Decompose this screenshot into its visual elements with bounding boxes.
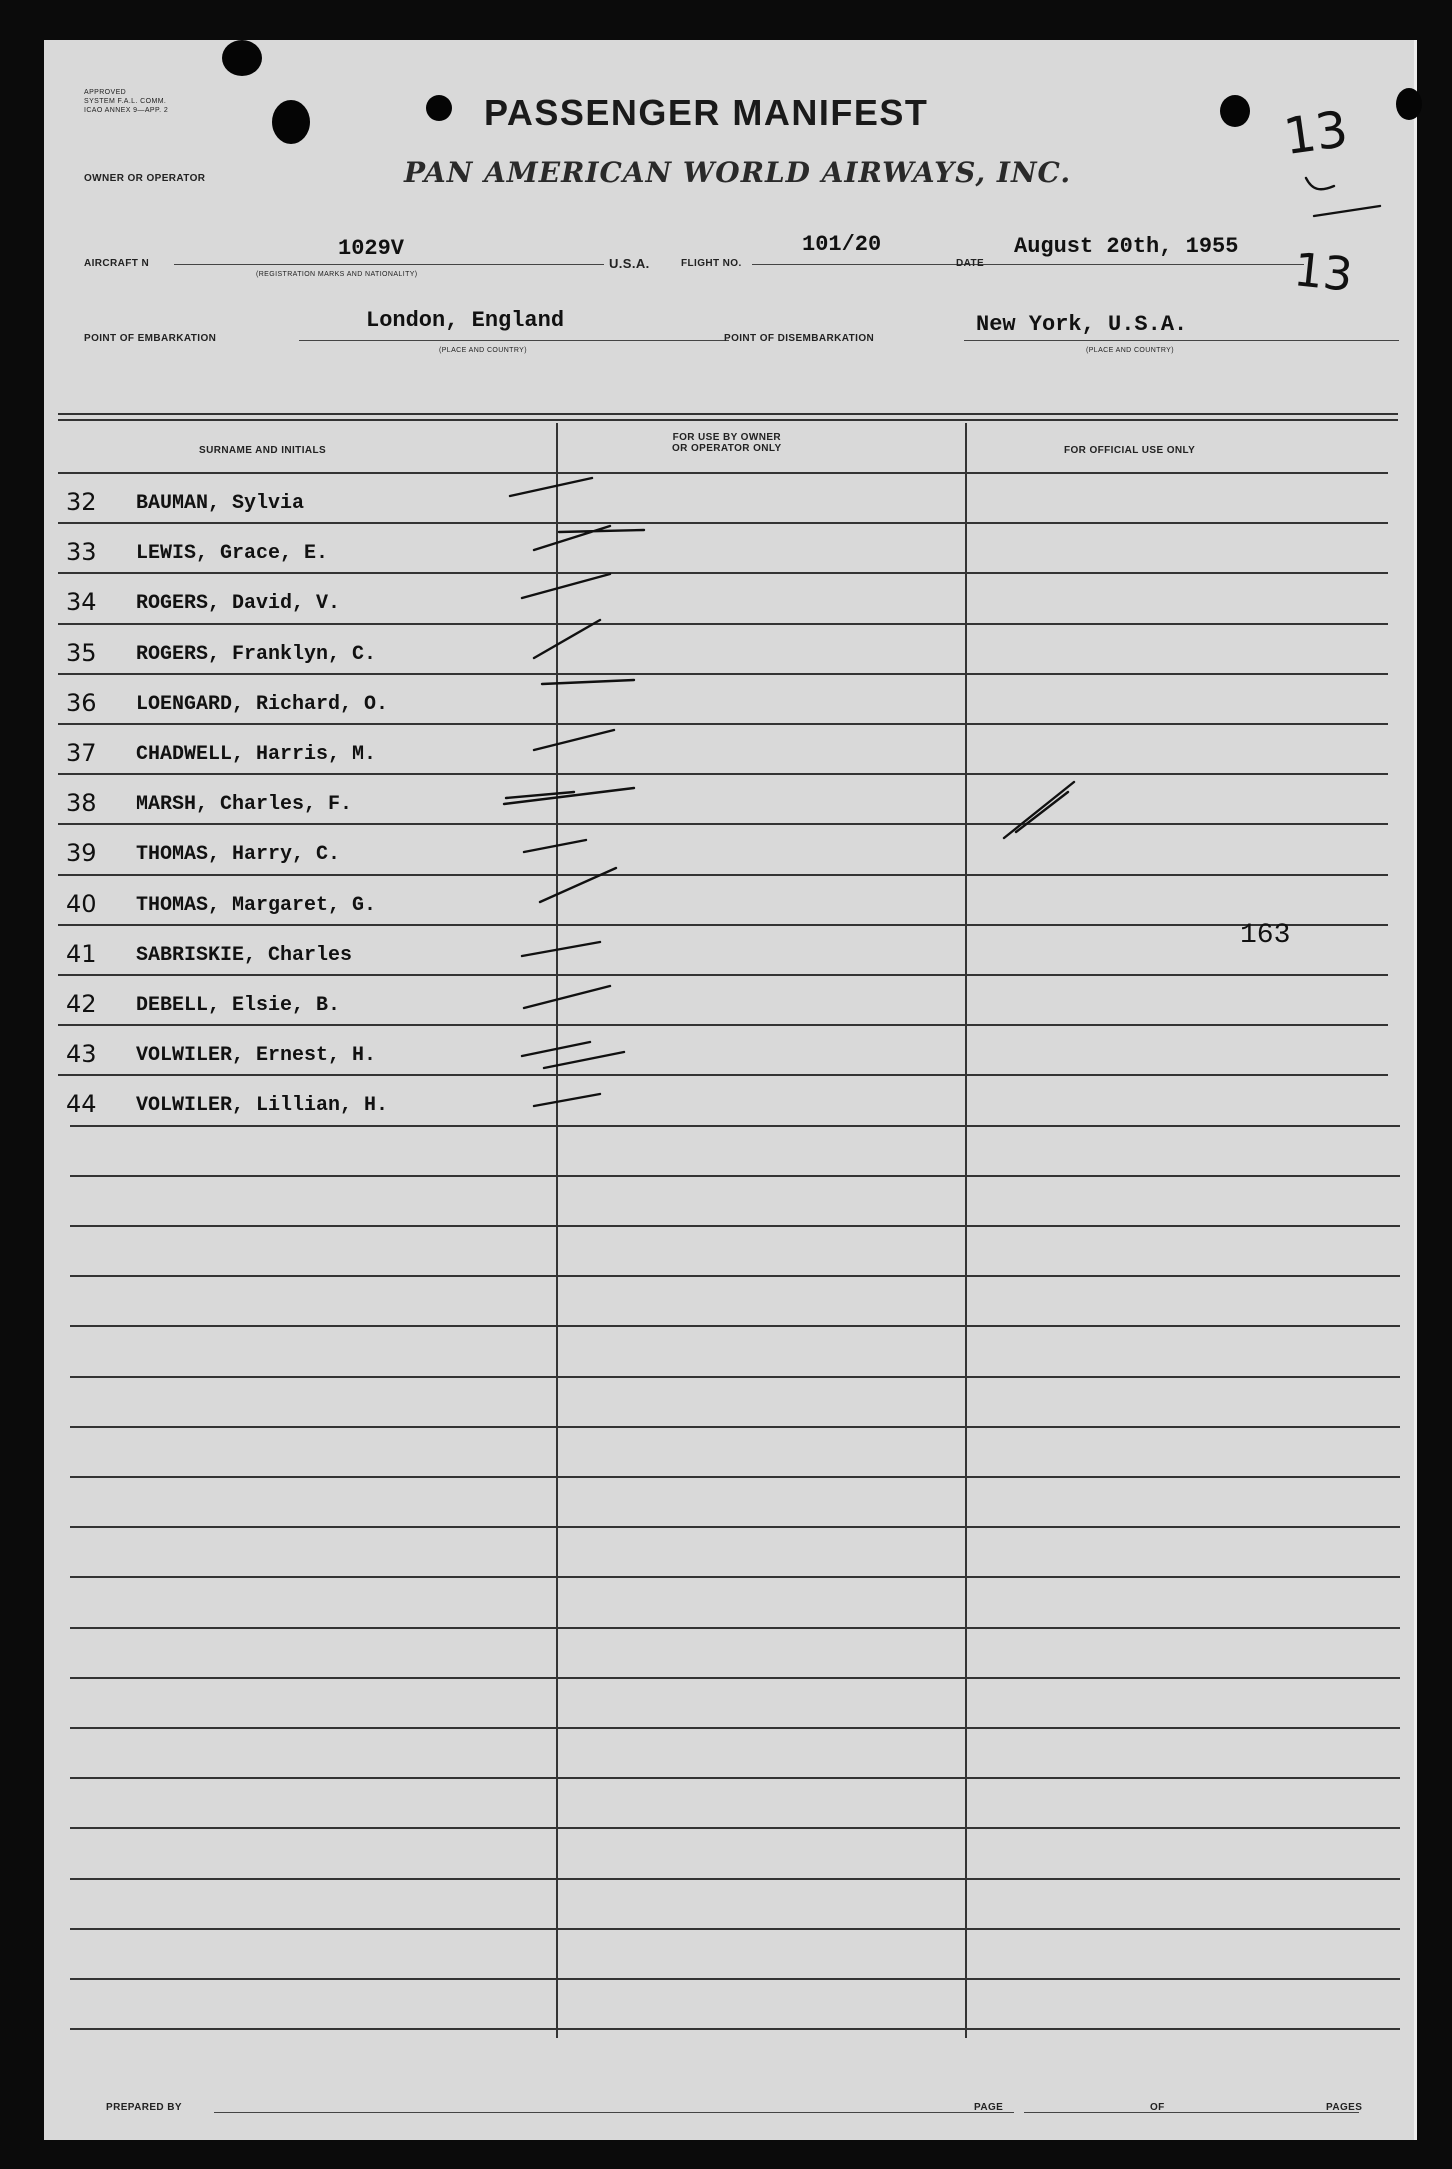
passenger-number: 37 bbox=[66, 739, 97, 767]
col-header-names: SURNAME AND INITIALS bbox=[199, 445, 327, 456]
passenger-name: ROGERS, David, V. bbox=[136, 592, 341, 615]
check-mark bbox=[534, 526, 644, 550]
passenger-number: 33 bbox=[66, 538, 97, 566]
passenger-name: LOENGARD, Richard, O. bbox=[136, 693, 389, 716]
disembark-label: POINT OF DISEMBARKATION bbox=[724, 333, 875, 344]
passenger-name: BAUMAN, Sylvia bbox=[136, 492, 305, 515]
passenger-name: MARSH, Charles, F. bbox=[136, 793, 353, 816]
aircraft-value: 1029V bbox=[338, 236, 405, 261]
aircraft-caption: (REGISTRATION MARKS AND NATIONALITY) bbox=[256, 271, 418, 278]
passenger-number: 36 bbox=[66, 689, 97, 717]
prepared-by-label: PREPARED BY bbox=[106, 2102, 182, 2113]
passenger-number: 38 bbox=[66, 789, 97, 817]
flight-value: 101/20 bbox=[802, 232, 882, 257]
passenger-number: 39 bbox=[66, 839, 97, 867]
passenger-number: 32 bbox=[66, 488, 97, 516]
page-line bbox=[1024, 2112, 1194, 2113]
page-title: PASSENGER MANIFEST bbox=[484, 92, 929, 133]
owner-value: PAN AMERICAN WORLD AIRWAYS, INC. bbox=[404, 156, 1072, 189]
check-mark bbox=[522, 574, 610, 598]
embark-value: London, England bbox=[366, 308, 565, 333]
passenger-name: CHADWELL, Harris, M. bbox=[136, 743, 377, 766]
passenger-name: DEBELL, Elsie, B. bbox=[136, 994, 341, 1017]
approval-line: APPROVED bbox=[84, 89, 127, 96]
check-marks bbox=[44, 40, 1414, 2140]
passenger-name: ROGERS, Franklyn, C. bbox=[136, 643, 377, 666]
of-label: OF bbox=[1150, 2102, 1165, 2113]
disembark-value: New York, U.S.A. bbox=[976, 312, 1188, 337]
passenger-name: SABRISKIE, Charles bbox=[136, 944, 353, 967]
passenger-name: VOLWILER, Lillian, H. bbox=[136, 1094, 389, 1117]
passenger-number: 43 bbox=[66, 1040, 97, 1068]
corner-scribble bbox=[1306, 178, 1334, 189]
passenger-name: LEWIS, Grace, E. bbox=[136, 542, 329, 565]
owner-label: OWNER OR OPERATOR bbox=[84, 173, 206, 184]
corner-note-bottom: 13 bbox=[1291, 242, 1356, 302]
check-mark bbox=[522, 942, 600, 956]
usa-label: U.S.A. bbox=[609, 256, 650, 271]
embark-label: POINT OF EMBARKATION bbox=[84, 333, 217, 344]
approval-line: ICAO ANNEX 9—APP. 2 bbox=[84, 107, 169, 114]
official-number: 163 bbox=[1240, 920, 1291, 951]
check-mark bbox=[534, 1094, 600, 1106]
date-value: August 20th, 1955 bbox=[1014, 234, 1239, 259]
check-mark bbox=[522, 1042, 624, 1068]
check-mark bbox=[542, 680, 634, 684]
approval-line: SYSTEM F.A.L. COMM. bbox=[84, 98, 167, 105]
col-header-owner-line: FOR USE BY OWNER bbox=[672, 432, 782, 443]
corner-scribble bbox=[1314, 206, 1380, 216]
passenger-number: 42 bbox=[66, 990, 97, 1018]
page-label: PAGE bbox=[974, 2102, 1004, 2113]
disembark-caption: (PLACE AND COUNTRY) bbox=[1086, 347, 1174, 354]
embark-caption: (PLACE AND COUNTRY) bbox=[439, 347, 527, 354]
aircraft-label: AIRCRAFT N bbox=[84, 258, 150, 269]
passenger-number: 41 bbox=[66, 940, 97, 968]
date-label: DATE bbox=[956, 258, 985, 269]
passenger-name: VOLWILER, Ernest, H. bbox=[136, 1044, 377, 1067]
col-header-official: FOR OFFICIAL USE ONLY bbox=[1064, 445, 1196, 456]
check-mark bbox=[534, 730, 614, 750]
check-mark bbox=[510, 478, 592, 496]
corner-note-top: 13 bbox=[1280, 99, 1352, 167]
check-mark bbox=[524, 840, 586, 852]
passenger-number: 35 bbox=[66, 639, 97, 667]
passenger-name: THOMAS, Harry, C. bbox=[136, 843, 341, 866]
col-header-owner-line: OR OPERATOR ONLY bbox=[672, 443, 782, 454]
passenger-number: 44 bbox=[66, 1090, 97, 1118]
manifest-sheet bbox=[44, 40, 1417, 2140]
check-mark bbox=[504, 788, 634, 804]
check-mark bbox=[540, 868, 616, 902]
passenger-name: THOMAS, Margaret, G. bbox=[136, 894, 377, 917]
prepared-by-line bbox=[214, 2112, 1014, 2113]
check-mark bbox=[534, 620, 600, 658]
flight-label: FLIGHT NO. bbox=[681, 258, 742, 269]
check-mark bbox=[524, 986, 610, 1008]
passenger-number: 40 bbox=[66, 890, 97, 918]
official-mark bbox=[1004, 782, 1074, 838]
passenger-number: 34 bbox=[66, 588, 97, 616]
pages-label: PAGES bbox=[1326, 2102, 1363, 2113]
